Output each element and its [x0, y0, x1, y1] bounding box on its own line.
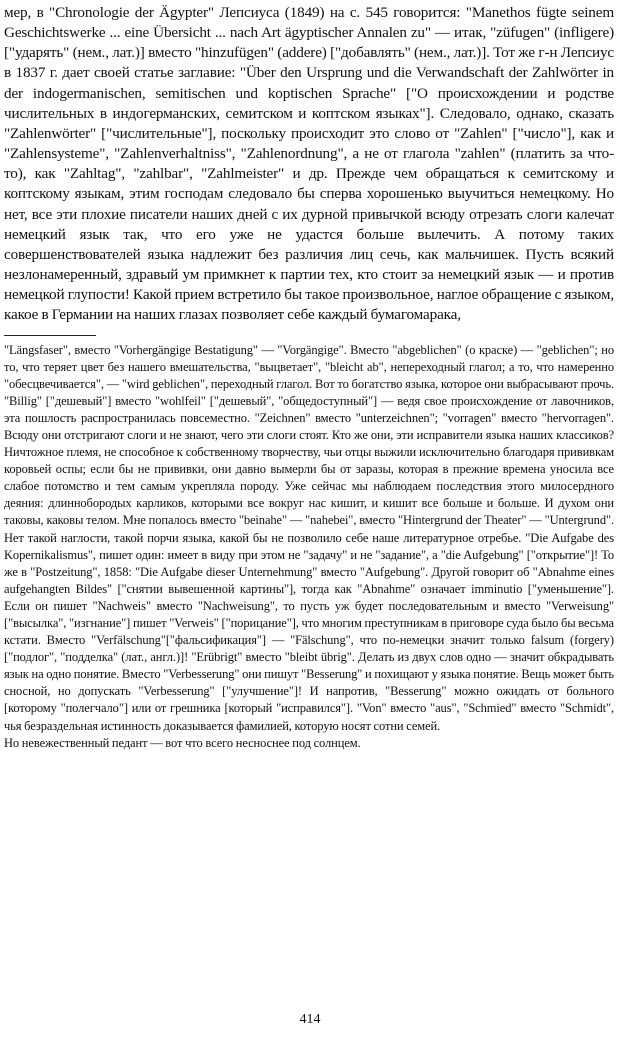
footnote-block [4, 342, 614, 752]
main-text-block [4, 3, 614, 326]
document-page [4, 3, 614, 752]
footnote-paragraph: "Längsfaser", вместо "Vorhergängige Bestatigung" — "Vorgängige". Вместо "abgeblichen" (о краске) — "geblichen"; но то, что теряет цвет без нашего вмешательства, "выцветает", "bleicht ab", непереходный глагол; а то, что намеренно "обесцвечивается", — "wird geblichen", переходный глагол. Вот то богатство языка, которое они выбрасывают прочь. "Billig" ["дешевый"] вместо "wohlfeil" ["дешевый", "общедоступный"] — ведя свое происхождение от лавочников, эта пошлость распространилась повсеместно. "Zeichnen" вместо "unterzeichnen"; "vorragen" вместо "hervorragen". Всюду они отстригают слоги и не знают, чего эти слоги стоят. Кто же они, эти исправители языка наших классиков? Ничтожное племя, не способное к собственному творчеству, чьи отцы выжили исключительно благодаря прививкам коровьей оспы; если бы не прививки, они давно вымерли бы от заразы, которая в прежние времена уносила все слабое потомство и тем самым укрепляла породу. Уже сейчас мы наблюдаем последствия этого милосердного деяния: длиннобородых карликов, которыми все вокруг нас кишит, и кишит все больше и больше. И духом они таковы, каковы телом. Мне попалось вместо "beinahe" — "nahebei", вместо "Hintergrund der Theater" — "Untergrund". Нет такой наглости, такой порчи языка, какой бы не позволило себе наше литературное отребье. "Die Aufgabe des Kopernikalismus", пишет один: имеет в виду при этом не "задачу" и не "задание", а "die Aufgebung" ["открытие"]! То же в "Postzeitung", 1858: "Die Aufgabe dieser Unternehmung" вместо "Aufgebung". Другой говорит об "Abnahme eines aufgehangten Bildes" ["снятии вывешенной картины"], тогда как "Abnahme" означает imminutio ["уменьшение"]. Если он пишет "Nachweis" вместо "Nachweisung", то пусть уж будет последовательным и вместо "Verweisung" ["высылка", "изгнание"] пишет "Verweis" ["порицание"], что многим преступникам в приговоре суда было бы весьма кстати. Вместо "Verfälschung"["фальсификация"] — "Fälschung", что по-немецки значит только falsum (forgery) ["подлог", "подделка" (лат., англ.)]! "Erübrigt" вместо "bleibt übrig". Делать из двух слов одно — значит обкрадывать язык на одно понятие. Вместо "Verbesserung" они пишут "Besserung" и похищают у языка понятие. Вещь может быть сносной, но допускать "Verbesserung" ["улучшение"]! И напротив, "Besserung" можно ожидать от больного [которому "полегчало"] или от грешника [который "исправился"]. "Von" вместо "aus", "Schmied" вместо "Schmidt", чья безраздельная истинность доказывается фамилией, которую носят сотни семей. [4, 342, 614, 733]
footnote-separator [4, 335, 96, 336]
footnote-closing-line: Но невежественный педант — вот что всего несноснее под солнцем. [4, 735, 361, 750]
page-number: 414 [299, 1012, 321, 1027]
main-paragraph: мер, в "Chronologie der Ägypter" Лепсиуса (1849) на с. 545 говорится: "Manethos fügte seinem Geschichtswerke ... eine Übersicht ... nach Art ägyptischer Annalen zu" — итак, "züfugen" (infligere) ["ударять" (нем., лат.)] вместо "hinzufügen" (addere) ["добавлять" (нем., лат.)]. Тот же г-н Лепсиус в 1837 г. дает своей статье заглавие: "Über den Ursprung und die Verwandschaft der Zahlwörter in der indogermanischen, semitischen und koptischen Sprache" ["О происхождении и родстве числительных в индогерманских, семитском и коптском языках"]. Следовало, однако, сказать "Zahlenwörter" ["числительные"], поскольку происходит это слово от "Zahlen" ["число"], как и "Zahlensysteme", "Zahlenverhaltniss", "Zahlenordnung", а не от глагола "zahlen" (платить за что-то), как "Zahltag", "zahlbar", "Zahlmeister" и др. Прежде чем обращаться к семитскому и коптскому языкам, этим господам следовало бы сперва хорошенько выучиться немецкому. Но нет, все эти плохие писатели наших дней с их дурной привычкой всюду отрезать слоги калечат немецкий язык так, что его уже не удастся больше вылечить. А потому таких совершенствователей языка надлежит без различия лиц сечь, как мальчишек. Пусть всякий незлонамеренный, здравый ум примкнет к партии тех, кто стоит за немецкий язык — и против немецкой глупости! Какой прием встретило бы такое произвольное, наглое обращение с языком, какое в Германии на наших глазах позволяет себе каждый бумагомарака, [4, 4, 614, 324]
